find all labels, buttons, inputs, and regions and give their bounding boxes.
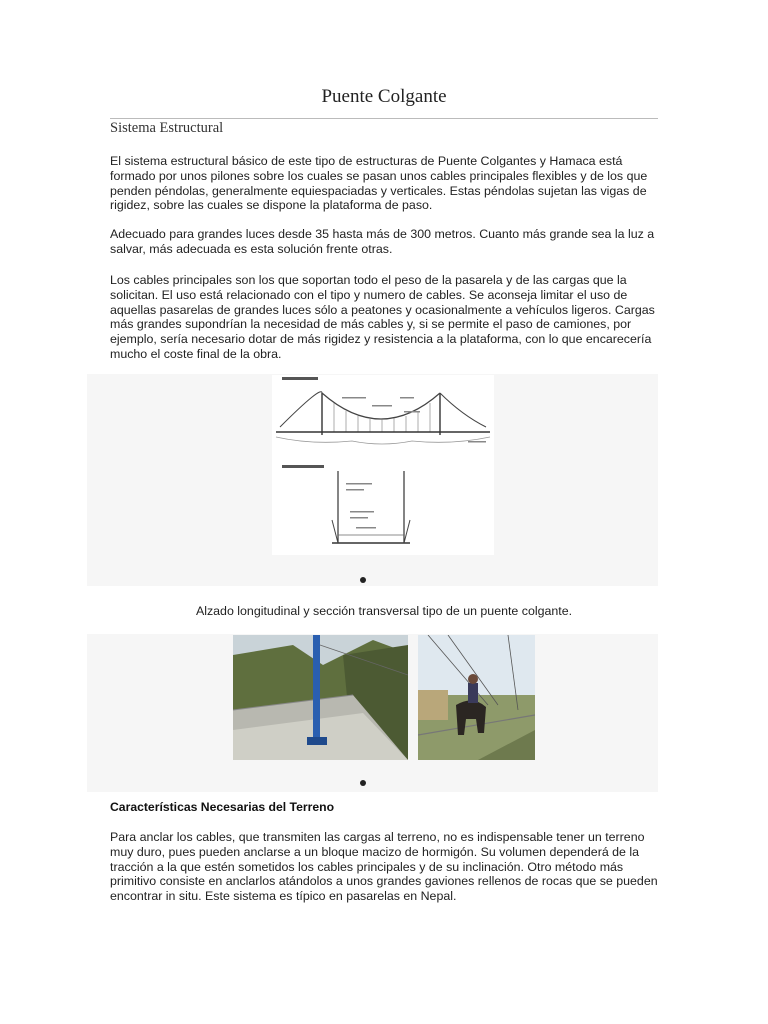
paragraph-cables: Los cables principales son los que soportan todo el peso de la pasarela y de las cargas que la solicitan. El uso está relacionado con el tipo y numero de cables. Se aconseja limitar el uso de aquellas pasarelas de grandes luces sólo a peatones y ocasionalmente a vehículos ligeros. Cargas más grandes supondrían la necesidad de más cables y, si se permite el paso de camiones, por ejemplo, sería necesario dotar de más rigidez y resistencia a la plataforma, con lo que encarecería mucho el coste final de la obra. xyxy=(110,273,655,361)
paragraph-structure: El sistema estructural básico de este tipo de estructuras de Puente Colgantes y Hamaca está formado por unos pilones sobre los cuales se pasan unos cables principales flexibles y de los que penden péndolas, generalmente equiespaciadas y verticales. Estas péndolas sujetan las vigas de rigidez, sobre las cuales se dispone la plataforma de paso. xyxy=(110,154,648,213)
paragraph-terrain: Para anclar los cables, que transmiten las cargas al terreno, no es indispensable tener un terreno muy duro, pues pueden anclarse a un bloque macizo de hormigón. Su volumen dependerá de la tracción a la que estén sometidos los cables principales y de su inclinación. Otro método más primitivo consiste en anclarlos atándolos a unos grandes gaviones rellenos de rocas que se pueden encontrar in situ. Este sistema es típico en pasarelas en Nepal. xyxy=(110,830,658,904)
section-subtitle: Sistema Estructural xyxy=(110,120,224,136)
bridge-photo-deck xyxy=(233,635,408,760)
title-divider xyxy=(110,118,658,119)
figure-caption: Alzado longitudinal y sección transversal tipo de un puente colgante. xyxy=(195,604,573,618)
bullet-marker xyxy=(360,577,366,583)
bullet-marker xyxy=(360,780,366,786)
page-title: Puente Colgante xyxy=(321,86,447,107)
bridge-diagram-image xyxy=(272,375,494,555)
section-heading-terrain: Características Necesarias del Terreno xyxy=(110,800,335,814)
bridge-photo-horse xyxy=(418,635,535,760)
paragraph-span: Adecuado para grandes luces desde 35 hasta más de 300 metros. Cuanto más grande sea la luz a salvar, más adecuada es esta solución frente otras. xyxy=(110,227,655,256)
